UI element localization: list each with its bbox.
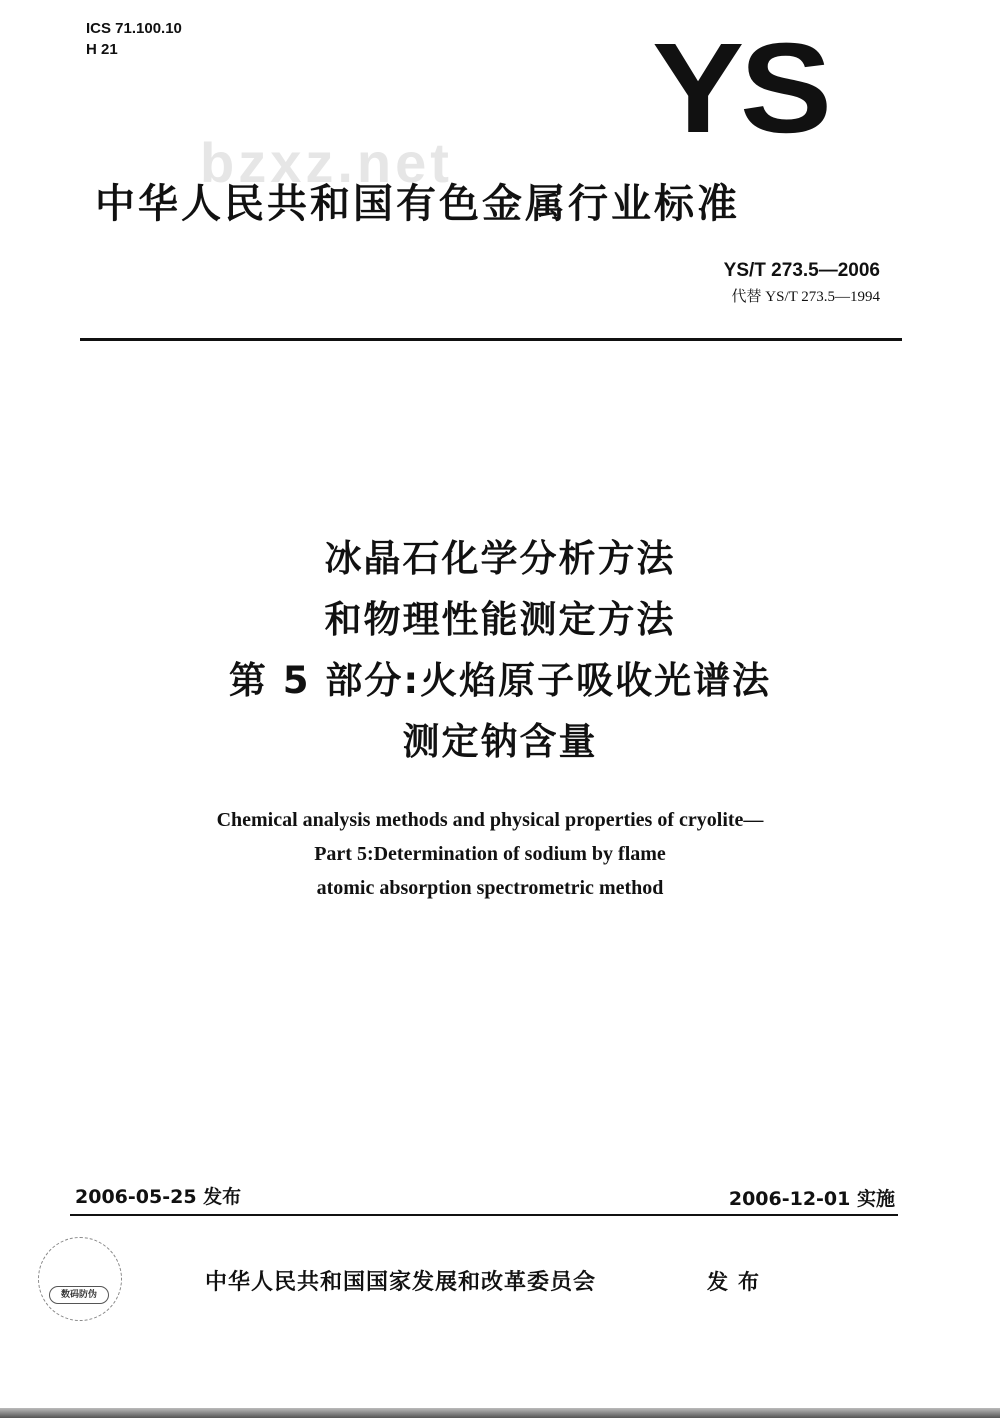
classification-codes — [86, 18, 182, 60]
english-title-line: Chemical analysis methods and physical properties of cryolite— — [216, 809, 764, 831]
anti-counterfeit-seal — [38, 1237, 122, 1321]
english-title — [0, 803, 980, 905]
top-divider — [80, 338, 902, 341]
chinese-title-line: 和物理性能测定方法 — [324, 598, 676, 641]
effective-date: 2006-12-01 实施 — [728, 1188, 895, 1210]
watermark: bzxz.net — [200, 131, 453, 194]
issuing-authority: 中华人民共和国国家发展和改革委员会 — [205, 1270, 597, 1295]
ccs-code: H 21 — [86, 41, 118, 58]
chinese-title-line: 冰晶石化学分析方法 — [324, 537, 676, 580]
scan-edge-bar — [0, 1408, 1000, 1418]
chinese-title-line: 第 5 部分:火焰原子吸收光谱法 — [228, 659, 772, 702]
seal-label: 数码防伪 — [49, 1286, 109, 1304]
english-title-line: Part 5:Determination of sodium by flame — [314, 843, 666, 865]
chinese-title-line: 测定钠含量 — [402, 720, 598, 763]
bottom-divider — [70, 1214, 898, 1216]
ics-code: ICS 71.100.10 — [86, 20, 182, 37]
issue-label: 发布 — [707, 1270, 769, 1294]
publish-date: 2006-05-25 发布 — [75, 1186, 242, 1208]
replaces-standard: 代替 YS/T 273.5—1994 — [731, 289, 880, 305]
ys-logo: YS — [652, 17, 828, 160]
standard-number: YS/T 273.5—2006 — [723, 260, 880, 281]
industry-standard-title: 中华人民共和国有色金属行业标准 — [95, 181, 740, 227]
chinese-title — [0, 528, 1000, 772]
english-title-line: atomic absorption spectrometric method — [316, 877, 664, 899]
